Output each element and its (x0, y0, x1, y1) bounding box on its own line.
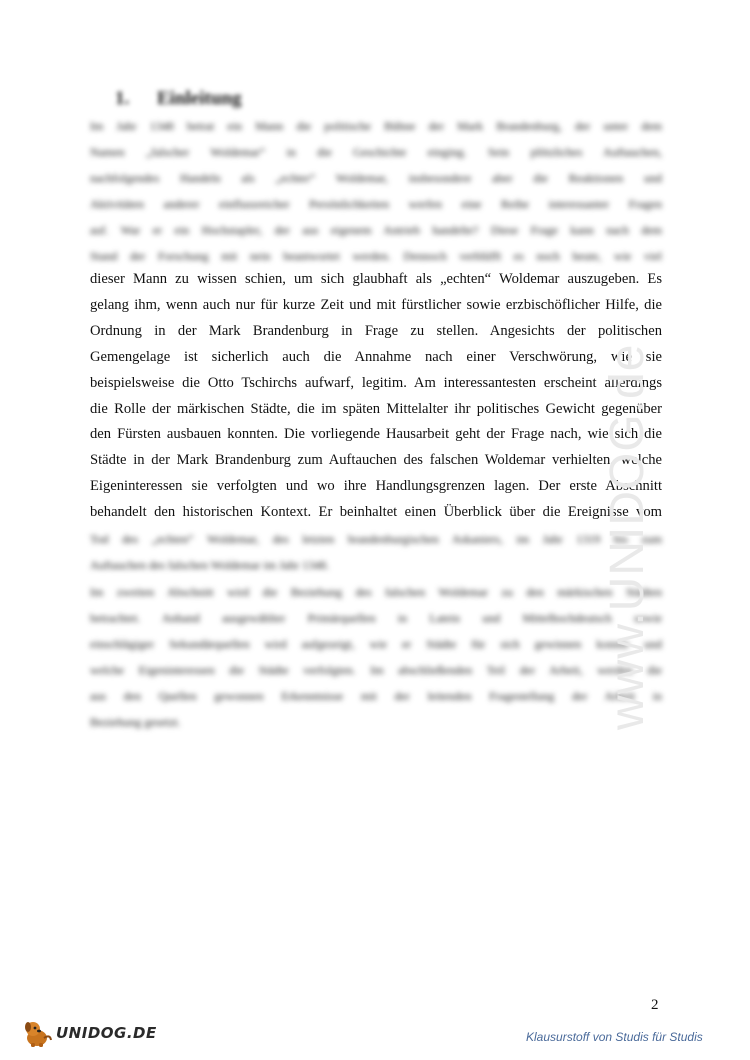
tail-paragraph-blurred (90, 527, 662, 579)
text-line: auf. War er ein Hochstapler, der aus eigenem Antrieb handelte? Diese Frage kann nach dem (90, 222, 662, 237)
text-line: dieser Mann zu wissen schien, um sich glaubhaft als „echten“ Woldemar auszugeben. Es (90, 271, 662, 287)
text-line: Aktivitäten anderer einflussreicher Persönlichkeiten werfen eine Reihe interessanter Fragen (90, 196, 662, 211)
text-line: Gemengelage ist sicherlich auch die Annahme nach einer Verschwörung, wie sie (90, 348, 662, 365)
page-number: 2 (651, 997, 659, 1013)
text-line: Im Jahr 1348 betrat ein Mann die politische Bühne der Mark Brandenburg, der unter dem (90, 119, 662, 133)
section-title: Einleitung (157, 88, 242, 109)
text-line: behandelt den historischen Kontext. Er beinhaltet einen Überblick über die Ereignisse vom (90, 504, 662, 521)
intro-paragraph-blurred (90, 114, 662, 269)
visible-paragraph (90, 267, 662, 526)
text-line: Eigeninteressen sie verfolgten und wo ihre Handlungsgrenzen lagen. Der erste Abschnitt (90, 478, 662, 495)
text-line: nachfolgendes Handeln als „echter“ Woldemar, insbesondere aber die Reaktionen und (90, 170, 662, 185)
dog-icon (22, 1018, 54, 1048)
unidog-logo[interactable] (22, 1018, 157, 1048)
logo-text: UNIDOG.DE (56, 1024, 157, 1042)
text-line: Beziehung gesetzt. (90, 714, 181, 729)
text-line: beispielsweise die Otto Tschirchs aufwarf, legitim. Am interessantesten erscheint allerdings (90, 374, 662, 391)
text-line: Tod des „echten“ Woldemar, des letzten brandenburgischen Askaniers, im Jahr 1319 bis zum (90, 532, 662, 546)
text-line: einschlägiger Sekundärquellen wird aufgezeigt, wie er Städte für sich gewinnen konnte und (90, 636, 662, 651)
section-heading (115, 88, 241, 110)
text-line: Auftauchen des falschen Woldemar im Jahr 1348. (90, 557, 330, 572)
text-line: Ordnung in der Mark Brandenburg in Frage zu stellen. Angesichts der politischen (90, 322, 662, 339)
text-line: Stand der Forschung mit nein beantwortet werden. Dennoch verblüfft es noch heute, wie viel (90, 248, 662, 263)
footer-slogan: Klausurstoff von Studis für Studis (526, 1030, 703, 1044)
text-line: betrachtet. Anhand ausgewählter Primärquellen in Latein und Mittelhochdeutsch sowie (90, 610, 662, 625)
text-line: aus den Quellen gewonnen Erkenntnisse mit der leitenden Fragestellung der Arbeit in (90, 688, 662, 703)
text-line: Im zweiten Abschnitt wird die Beziehung des falschen Woldemar zu den märkischen Städten (90, 585, 662, 599)
second-paragraph-blurred (90, 580, 662, 735)
text-line: gelang ihm, wenn auch nur für kurze Zeit und mit fürstlicher sowie erzbischöflicher Hilfe, die (90, 296, 662, 313)
text-line: Namen „falscher Woldemar“ in die Geschichte einging. Sein plötzliches Auftauchen, (90, 144, 662, 159)
text-line: welche Eigeninteressen die Städte verfolgten. Im abschließenden Teil der Arbeit, werden die (90, 662, 662, 677)
text-line: Städte in der Mark Brandenburg zum Auftauchen des falschen Woldemar verhielten, welche (90, 452, 662, 469)
text-line: den Fürsten ausbauen konnten. Die vorliegende Hausarbeit geht der Frage nach, wie sich die (90, 426, 662, 443)
watermark: www.UNIDOG.de (601, 343, 654, 730)
section-number: 1. (115, 88, 130, 109)
text-line: die Rolle der märkischen Städte, die im späten Mittelalter ihr politisches Gewicht gegenüber (90, 400, 662, 417)
